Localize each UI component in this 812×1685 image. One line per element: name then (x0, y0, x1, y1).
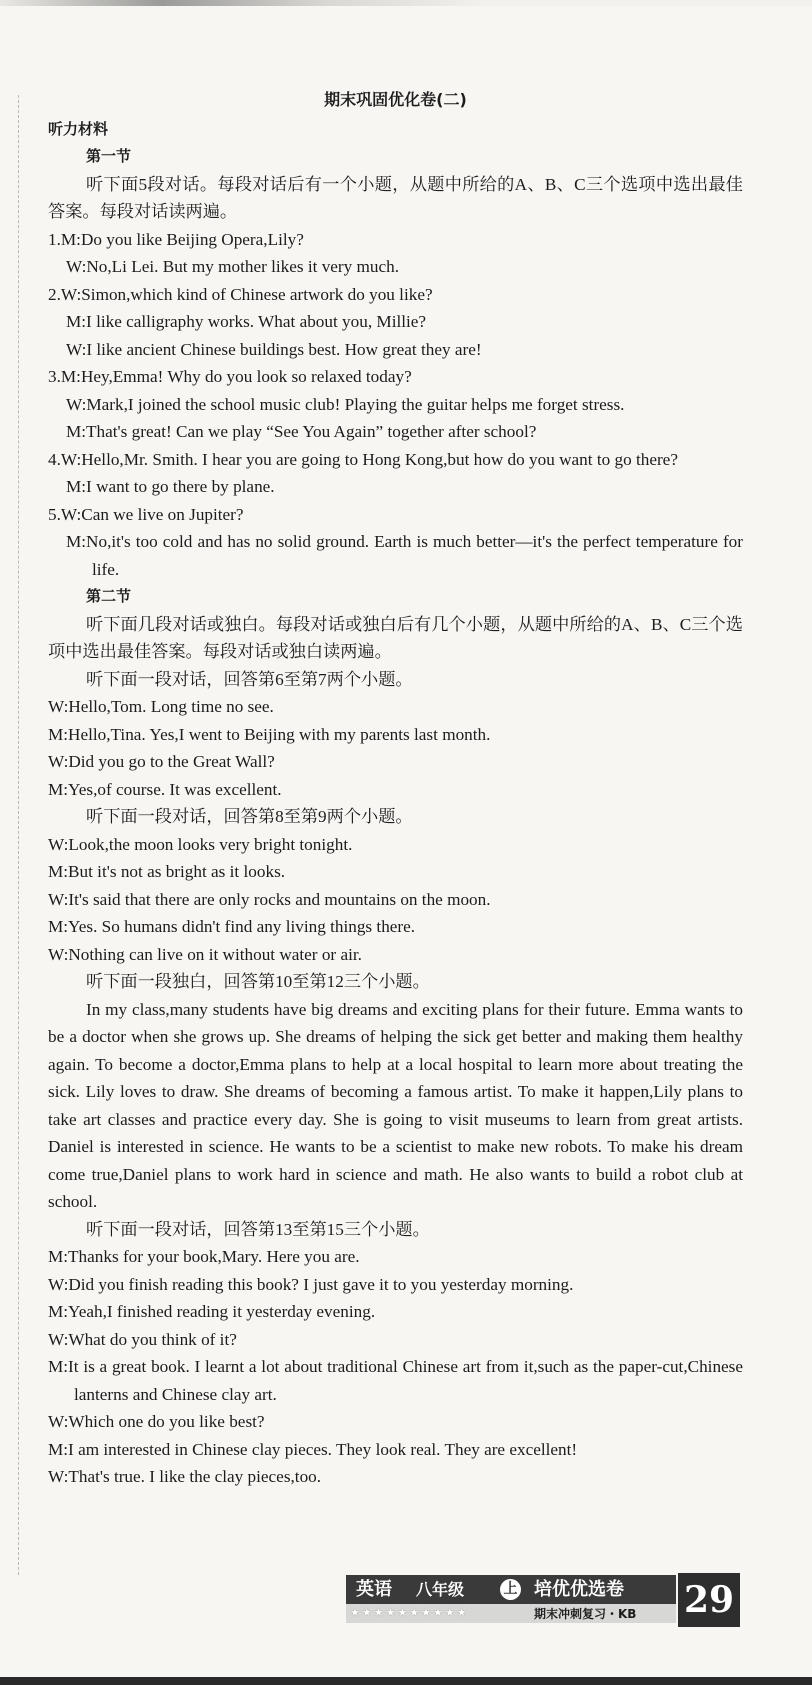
segment-1-line: M:Hello,Tina. Yes,I went to Beijing with my parents last month. (48, 724, 491, 744)
star-rating-decoration: ★★★★★★★★★★ (350, 1606, 469, 1619)
part2-instruction: 听下面几段对话或独白。每段对话或独白后有几个小题，从题中所给的A、B、C三个选项中选出最佳答案。每段对话或独白读两遍。 (48, 614, 743, 661)
monologue-text: In my class,many students have big dreams and exciting plans for their future. Emma wants to be a doctor when she grows up. She dreams of helping the sick get better and making them healthy again. To become a doctor,Emma plans to help at a local hospital to learn more about treating the sick. Lily loves to draw. She dreams of becoming a famous artist. To make it happen,Lily plans to take art classes and practice every day. She is going to visit museums to learn from great artists. Daniel is interested in science. He wants to be a scientist to make new robots. To make his dream come true,Daniel plans to work hard in science and math. He also wants to build a robot club at school. (48, 999, 743, 1211)
footer-title-bar (346, 1575, 676, 1604)
segment-1-line: W:Hello,Tom. Long time no see. (48, 697, 274, 716)
segment-2-line: W:Look,the moon looks very bright tonight. (48, 834, 353, 854)
segment-2-line: W:Nothing can live on it without water or air. (48, 944, 362, 964)
term-badge: 上 (500, 1579, 521, 1600)
segment-2-line: M:But it's not as bright as it looks. (48, 862, 286, 881)
segment-4-line: M:I am interested in Chinese clay pieces. They look real. They are excellent! (48, 1439, 578, 1459)
part1-heading: 第一节 (86, 147, 132, 165)
segment-4-line: W:Did you finish reading this book? I just gave it to you yesterday morning. (48, 1274, 574, 1294)
segment-4-line: M:It is a great book. I learnt a lot about traditional Chinese art from it,such as the paper-cut,Chinese lanterns and Chinese clay art. (48, 1357, 743, 1404)
bottom-edge (0, 1677, 812, 1685)
subject-label: 英语 (356, 1579, 392, 1600)
segment-4-line: W:What do you think of it? (48, 1329, 237, 1349)
segment-2-line: M:Yes. So humans didn't find any living things there. (48, 917, 416, 936)
page-title: 期末巩固优化卷(二) (324, 90, 467, 109)
series-label: 培优优选卷 (534, 1579, 624, 1600)
dialogue-5-line-2: M:No,it's too cold and has no solid ground. Earth is much better—it's the perfect temperature for life. (66, 532, 743, 579)
segment-4-line: W:That's true. I like the clay pieces,too. (48, 1467, 322, 1486)
dialogue-1-line-2: W:No,Li Lei. But my mother likes it very much. (66, 257, 400, 276)
section-heading: 听力材料 (48, 119, 109, 138)
footer-subtitle: 期末冲刺复习・KB (534, 1607, 637, 1621)
segment-1-line: M:Yes,of course. It was excellent. (48, 779, 282, 799)
part2-heading: 第二节 (86, 587, 132, 605)
binding-margin-line (18, 95, 19, 1575)
segment-2-line: W:It's said that there are only rocks and mountains on the moon. (48, 889, 491, 909)
top-edge (0, 0, 812, 6)
segment-4-line: W:Which one do you like best? (48, 1412, 265, 1431)
dialogue-3-line-1: 3.M:Hey,Emma! Why do you look so relaxed today? (48, 367, 412, 386)
dialogue-4-line-2: M:I want to go there by plane. (66, 477, 275, 496)
dialogue-2-line-3: W:I like ancient Chinese buildings best. How great they are! (66, 339, 482, 359)
dialogue-5-line-1: 5.W:Can we live on Jupiter? (48, 504, 244, 524)
segment-2-intro: 听下面一段对话，回答第8至第9两个小题。 (86, 807, 413, 826)
dialogue-3-line-3: M:That's great! Can we play “See You Again” together after school? (66, 422, 537, 441)
segment-4-line: M:Thanks for your book,Mary. Here you are. (48, 1247, 360, 1266)
dialogue-1-line-1: 1.M:Do you like Beijing Opera,Lily? (48, 229, 304, 249)
segment-1-line: W:Did you go to the Great Wall? (48, 752, 275, 771)
segment-4-intro: 听下面一段对话，回答第13至第15三个小题。 (86, 1219, 430, 1239)
page-footer (346, 1573, 738, 1629)
page-number: 29 (678, 1573, 740, 1627)
dialogue-2-line-1: 2.W:Simon,which kind of Chinese artwork do you like? (48, 284, 433, 304)
dialogue-3-line-2: W:Mark,I joined the school music club! Playing the guitar helps me forget stress. (66, 394, 625, 414)
dialogue-2-line-2: M:I like calligraphy works. What about you, Millie? (66, 312, 427, 331)
page-content (48, 86, 743, 1491)
grade-label: 八年级 (416, 1580, 465, 1599)
segment-3-intro: 听下面一段独白，回答第10至第12三个小题。 (86, 972, 430, 991)
part1-instruction: 听下面5段对话。每段对话后有一个小题，从题中所给的A、B、C三个选项中选出最佳答案。每段对话读两遍。 (48, 174, 743, 221)
segment-4-line: M:Yeah,I finished reading it yesterday evening. (48, 1302, 376, 1321)
dialogue-4-line-1: 4.W:Hello,Mr. Smith. I hear you are going to Hong Kong,but how do you want to go there? (48, 449, 678, 469)
segment-1-intro: 听下面一段对话，回答第6至第7两个小题。 (86, 669, 413, 689)
